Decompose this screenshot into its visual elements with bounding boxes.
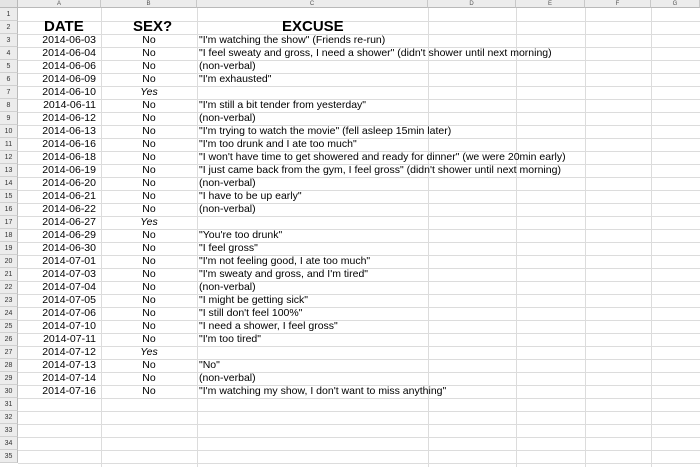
excuse-cell[interactable]: "I'm trying to watch the movie" (fell asleep 15min later) <box>199 125 452 137</box>
row-header[interactable]: 4 <box>0 47 18 60</box>
row-header[interactable]: 17 <box>0 216 18 229</box>
excuse-cell[interactable]: (non-verbal) <box>199 177 256 189</box>
row-header[interactable]: 25 <box>0 320 18 333</box>
sex-cell[interactable]: No <box>142 112 156 124</box>
row-header[interactable]: 3 <box>0 34 18 47</box>
row-header[interactable]: 29 <box>0 372 18 385</box>
row-header[interactable]: 20 <box>0 255 18 268</box>
header-date: DATE <box>44 18 84 35</box>
sex-cell[interactable]: No <box>142 242 156 254</box>
row-header[interactable]: 24 <box>0 307 18 320</box>
sex-cell[interactable]: No <box>142 307 156 319</box>
sex-cell[interactable]: No <box>142 190 156 202</box>
date-cell[interactable]: 2014-06-18 <box>42 151 96 163</box>
row-header[interactable]: 21 <box>0 268 18 281</box>
sex-cell[interactable]: No <box>142 60 156 72</box>
row-header[interactable]: 34 <box>0 437 18 450</box>
column-header-f[interactable]: F <box>585 0 651 8</box>
row-header[interactable]: 8 <box>0 99 18 112</box>
date-cell[interactable]: 2014-06-04 <box>42 47 96 59</box>
column-header-e[interactable]: E <box>516 0 585 8</box>
sex-cell[interactable]: No <box>142 255 156 267</box>
grid-hline <box>18 398 700 399</box>
excuse-cell[interactable]: "I won't have time to get showered and ready for dinner" (we were 20min early) <box>199 151 566 163</box>
excuse-cell[interactable]: (non-verbal) <box>199 281 256 293</box>
date-cell[interactable]: 2014-06-29 <box>42 229 96 241</box>
sex-cell[interactable]: No <box>142 372 156 384</box>
date-cell[interactable]: 2014-06-06 <box>42 60 96 72</box>
row-header[interactable]: 14 <box>0 177 18 190</box>
date-cell[interactable]: 2014-07-10 <box>42 320 96 332</box>
date-cell[interactable]: 2014-06-12 <box>42 112 96 124</box>
sex-cell[interactable]: No <box>142 359 156 371</box>
date-cell[interactable]: 2014-06-21 <box>42 190 96 202</box>
row-header[interactable]: 27 <box>0 346 18 359</box>
excuse-cell[interactable]: "I might be getting sick" <box>199 294 309 306</box>
row-header[interactable]: 1 <box>0 8 18 21</box>
excuse-cell[interactable]: (non-verbal) <box>199 60 256 72</box>
grid-hline <box>18 21 700 22</box>
column-header-c[interactable]: C <box>197 0 428 8</box>
date-cell[interactable]: 2014-06-20 <box>42 177 96 189</box>
grid-hline <box>18 424 700 425</box>
sex-cell[interactable]: No <box>142 229 156 241</box>
sex-cell[interactable]: No <box>142 138 156 150</box>
sex-cell[interactable]: No <box>142 177 156 189</box>
excuse-cell[interactable]: "I'm too drunk and I ate too much" <box>199 138 357 150</box>
excuse-cell[interactable]: "I still don't feel 100%" <box>199 307 303 319</box>
row-header[interactable]: 19 <box>0 242 18 255</box>
excuse-cell[interactable]: "I need a shower, I feel gross" <box>199 320 338 332</box>
row-header[interactable]: 11 <box>0 138 18 151</box>
row-header[interactable]: 30 <box>0 385 18 398</box>
column-header-a[interactable]: A <box>18 0 101 8</box>
sex-cell[interactable]: Yes <box>140 216 158 228</box>
sex-cell[interactable]: No <box>142 99 156 111</box>
date-cell[interactable]: 2014-07-12 <box>42 346 96 358</box>
excuse-cell[interactable]: "I'm watching the show" (Friends re-run) <box>199 34 386 46</box>
excuse-cell[interactable]: "I'm watching my show, I don't want to miss anything" <box>199 385 447 397</box>
date-cell[interactable]: 2014-06-19 <box>42 164 96 176</box>
sex-cell[interactable]: No <box>142 34 156 46</box>
date-cell[interactable]: 2014-07-14 <box>42 372 96 384</box>
date-cell[interactable]: 2014-06-03 <box>42 34 96 46</box>
row-header[interactable]: 18 <box>0 229 18 242</box>
date-cell[interactable]: 2014-06-13 <box>42 125 96 137</box>
sex-cell[interactable]: No <box>142 125 156 137</box>
excuse-cell[interactable]: "I have to be up early" <box>199 190 302 202</box>
excuse-cell[interactable]: "I'm exhausted" <box>199 73 272 85</box>
date-cell[interactable]: 2014-06-30 <box>42 242 96 254</box>
excuse-cell[interactable]: "I just came back from the gym, I feel gross" (didn't shower until next morning) <box>199 164 561 176</box>
row-header[interactable]: 15 <box>0 190 18 203</box>
row-header[interactable]: 2 <box>0 21 18 34</box>
sex-cell[interactable]: No <box>142 333 156 345</box>
row-header[interactable]: 13 <box>0 164 18 177</box>
row-header[interactable]: 10 <box>0 125 18 138</box>
sex-cell[interactable]: No <box>142 47 156 59</box>
excuse-cell[interactable]: (non-verbal) <box>199 203 256 215</box>
sex-cell[interactable]: Yes <box>140 346 158 358</box>
row-header[interactable]: 12 <box>0 151 18 164</box>
header-sex: SEX? <box>133 18 173 35</box>
row-header[interactable]: 5 <box>0 60 18 73</box>
sex-cell[interactable]: No <box>142 73 156 85</box>
date-cell[interactable]: 2014-06-09 <box>42 73 96 85</box>
date-cell[interactable]: 2014-07-06 <box>42 307 96 319</box>
grid-hline <box>18 411 700 412</box>
excuse-cell[interactable]: "No" <box>199 359 220 371</box>
date-cell[interactable]: 2014-07-01 <box>42 255 96 267</box>
row-header[interactable]: 35 <box>0 450 18 463</box>
select-all-corner[interactable] <box>0 0 18 8</box>
date-cell[interactable]: 2014-07-05 <box>42 294 96 306</box>
date-cell[interactable]: 2014-07-11 <box>43 333 96 345</box>
sex-cell[interactable]: No <box>142 164 156 176</box>
excuse-cell[interactable]: (non-verbal) <box>199 112 256 124</box>
column-header-b[interactable]: B <box>101 0 197 8</box>
date-cell[interactable]: 2014-07-16 <box>42 385 96 397</box>
row-header[interactable]: 33 <box>0 424 18 437</box>
excuse-cell[interactable]: "You're too drunk" <box>199 229 283 241</box>
sex-cell[interactable]: No <box>142 294 156 306</box>
excuse-cell[interactable]: "I'm still a bit tender from yesterday" <box>199 99 367 111</box>
date-cell[interactable]: 2014-06-10 <box>42 86 96 98</box>
row-header[interactable]: 16 <box>0 203 18 216</box>
sex-cell[interactable]: No <box>142 268 156 280</box>
header-excuse: EXCUSE <box>282 18 344 35</box>
row-header[interactable]: 26 <box>0 333 18 346</box>
date-cell[interactable]: 2014-06-27 <box>42 216 96 228</box>
column-header-g[interactable]: G <box>651 0 700 8</box>
row-header[interactable]: 7 <box>0 86 18 99</box>
date-cell[interactable]: 2014-07-13 <box>42 359 96 371</box>
row-header[interactable]: 23 <box>0 294 18 307</box>
column-header-d[interactable]: D <box>428 0 516 8</box>
date-cell[interactable]: 2014-06-16 <box>42 138 96 150</box>
row-header[interactable]: 9 <box>0 112 18 125</box>
excuse-cell[interactable]: (non-verbal) <box>199 372 256 384</box>
grid-hline <box>18 437 700 438</box>
date-cell[interactable]: 2014-07-04 <box>42 281 96 293</box>
sex-cell[interactable]: No <box>142 151 156 163</box>
row-header[interactable]: 22 <box>0 281 18 294</box>
date-cell[interactable]: 2014-06-11 <box>43 99 96 111</box>
sex-cell[interactable]: No <box>142 281 156 293</box>
sex-cell[interactable]: No <box>142 320 156 332</box>
date-cell[interactable]: 2014-06-22 <box>42 203 96 215</box>
row-header[interactable]: 6 <box>0 73 18 86</box>
sex-cell[interactable]: No <box>142 385 156 397</box>
date-cell[interactable]: 2014-07-03 <box>42 268 96 280</box>
row-header[interactable]: 32 <box>0 411 18 424</box>
row-header[interactable]: 31 <box>0 398 18 411</box>
sex-cell[interactable]: No <box>142 203 156 215</box>
sex-cell[interactable]: Yes <box>140 86 158 98</box>
excuse-cell[interactable]: "I'm sweaty and gross, and I'm tired" <box>199 268 369 280</box>
grid-hline <box>18 463 700 464</box>
grid-hline <box>18 450 700 451</box>
excuse-cell[interactable]: "I'm not feeling good, I ate too much" <box>199 255 371 267</box>
excuse-cell[interactable]: "I feel sweaty and gross, I need a shower" (didn't shower until next morning) <box>199 47 552 59</box>
row-header[interactable]: 28 <box>0 359 18 372</box>
excuse-cell[interactable]: "I feel gross" <box>199 242 258 254</box>
excuse-cell[interactable]: "I'm too tired" <box>199 333 261 345</box>
